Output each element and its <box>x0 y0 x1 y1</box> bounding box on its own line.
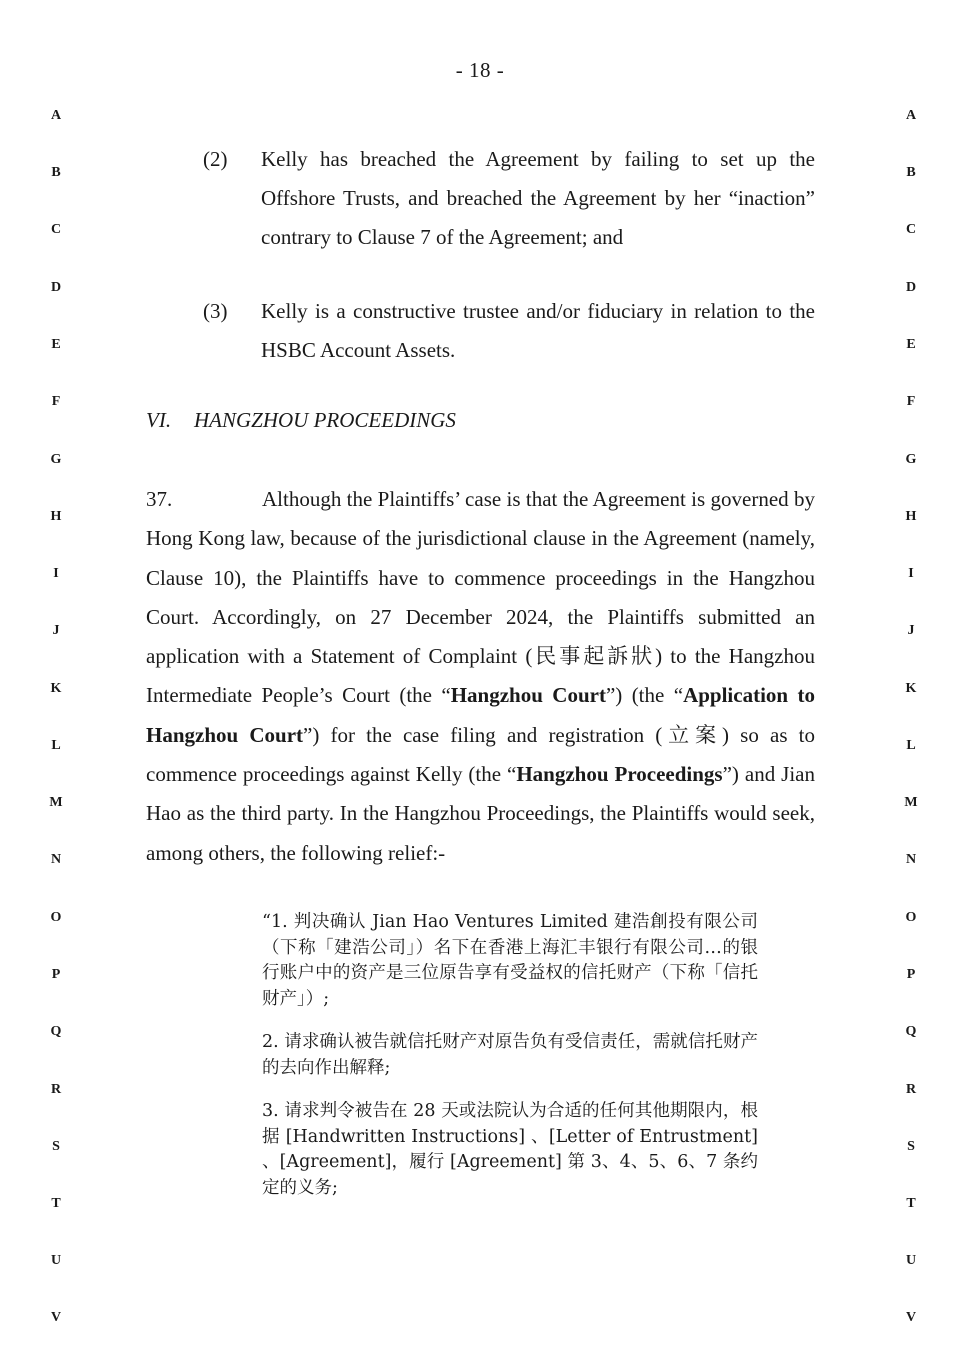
defined-term-application: Application to Hangzhou Court <box>146 683 815 747</box>
section-heading <box>146 408 456 433</box>
margin-letter-t-left: T <box>51 1196 61 1211</box>
section-title: HANGZHOU PROCEEDINGS <box>194 408 456 432</box>
margin-letter-g-left: G <box>50 452 62 467</box>
page-number: - 18 - <box>455 58 505 82</box>
margin-letter-f-right: F <box>906 394 916 409</box>
margin-letter-d-left: D <box>50 280 62 295</box>
margin-letter-e-right: E <box>906 337 916 352</box>
margin-letter-f-left: F <box>51 394 61 409</box>
margin-letter-o-left: O <box>50 910 62 925</box>
margin-letter-s-left: S <box>52 1139 60 1154</box>
margin-letter-h-left: H <box>50 509 62 524</box>
paragraph-text-1: Although the Plaintiffs’ case is that the Agreement is governed by Hong Kong law, because of the jurisdictional clause in the Agreement (namely, Clause 10), the Plaintiffs have to commence proceedings in the Hangzhou Court. Accordingly, on 27 December 2024, the Plaintiffs submitted an application with a Statement of Complaint (民事起訴狀) to the Hangzhou Intermediate People’s Court (the “ <box>146 487 815 708</box>
list-item-number: (2) <box>203 147 228 171</box>
margin-letter-l-right: L <box>906 738 916 753</box>
defined-term-hangzhou-court: Hangzhou Court <box>450 683 606 708</box>
paragraph-37 <box>146 480 815 873</box>
margin-letter-k-right: K <box>905 681 917 696</box>
margin-letter-n-left: N <box>50 852 62 867</box>
margin-letter-u-right: U <box>905 1253 917 1268</box>
margin-letter-l-left: L <box>51 738 61 753</box>
margin-letter-n-right: N <box>905 852 917 867</box>
margin-letter-c-right: C <box>905 222 917 237</box>
list-item-text: Kelly has breached the Agreement by failing to set up the Offshore Trusts, and breached the Agreement by her “inaction” contrary to Clause 7 of the Agreement; and <box>261 147 815 249</box>
margin-letter-v-left: V <box>50 1310 62 1325</box>
margin-letter-i-right: I <box>908 566 914 581</box>
margin-letter-j-right: J <box>907 623 915 638</box>
paragraph-text-2: ”) (the “ <box>605 683 684 708</box>
margin-letter-b-left: B <box>51 165 61 180</box>
relief-quote-1: “1. 判决确认 Jian Hao Ventures Limited 建浩創投有限公司（下称「建浩公司」）名下在香港上海汇丰银行有限公司…的银行账户中的资产是三位原告享有受益权的信托财产（下称「信托财产」）; <box>262 912 758 1009</box>
margin-letter-t-right: T <box>906 1196 916 1211</box>
margin-letter-a-right: A <box>905 108 917 123</box>
margin-letter-k-left: K <box>50 681 62 696</box>
margin-letter-m-right: M <box>904 795 918 810</box>
margin-letter-u-left: U <box>50 1253 62 1268</box>
paragraph-text-3: ”) for the case filing and registration (立案) so as to commence proceedings against Kelly (the “ <box>146 722 815 787</box>
relief-quote-2: 2. 请求确认被告就信托财产对原告负有受信责任，需就信托财产的去向作出解释; <box>262 1032 758 1078</box>
margin-letter-r-right: R <box>905 1082 917 1097</box>
margin-letter-m-left: M <box>49 795 63 810</box>
margin-letter-h-right: H <box>905 509 917 524</box>
margin-letter-i-left: I <box>53 566 59 581</box>
margin-letter-q-left: Q <box>50 1024 62 1039</box>
margin-letter-r-left: R <box>50 1082 62 1097</box>
paragraph-number: 37. <box>146 487 173 511</box>
list-item-number: (3) <box>203 299 228 323</box>
relief-quote-3: 3. 请求判令被告在 28 天或法院认为合适的任何其他期限内，根据 [Handwritten Instructions] 、[Letter of Entrustment] 、[Agreement]，履行 [Agreement] 第 3、4、5、6、7 条约定的义务; <box>262 1101 758 1198</box>
margin-letter-s-right: S <box>907 1139 915 1154</box>
margin-letter-b-right: B <box>906 165 916 180</box>
section-number: VI. <box>146 408 172 432</box>
margin-letter-g-right: G <box>905 452 917 467</box>
margin-letter-d-right: D <box>905 280 917 295</box>
list-item-text: Kelly is a constructive trustee and/or fiduciary in relation to the HSBC Account Assets. <box>261 299 815 362</box>
margin-letter-e-left: E <box>51 337 61 352</box>
margin-letter-o-right: O <box>905 910 917 925</box>
paragraph-text-4: ”) and Jian Hao as the third party. In the Hangzhou Proceedings, the Plaintiffs would seek, among others, the following relief:- <box>146 762 815 865</box>
margin-letter-a-left: A <box>50 108 62 123</box>
margin-letter-j-left: J <box>52 623 60 638</box>
margin-letter-p-right: P <box>906 967 916 982</box>
margin-letter-c-left: C <box>50 222 62 237</box>
defined-term-hangzhou-proceedings: Hangzhou Proceedings <box>516 762 723 787</box>
margin-letter-p-left: P <box>51 967 61 982</box>
margin-letter-q-right: Q <box>905 1024 917 1039</box>
margin-letter-v-right: V <box>905 1310 917 1325</box>
